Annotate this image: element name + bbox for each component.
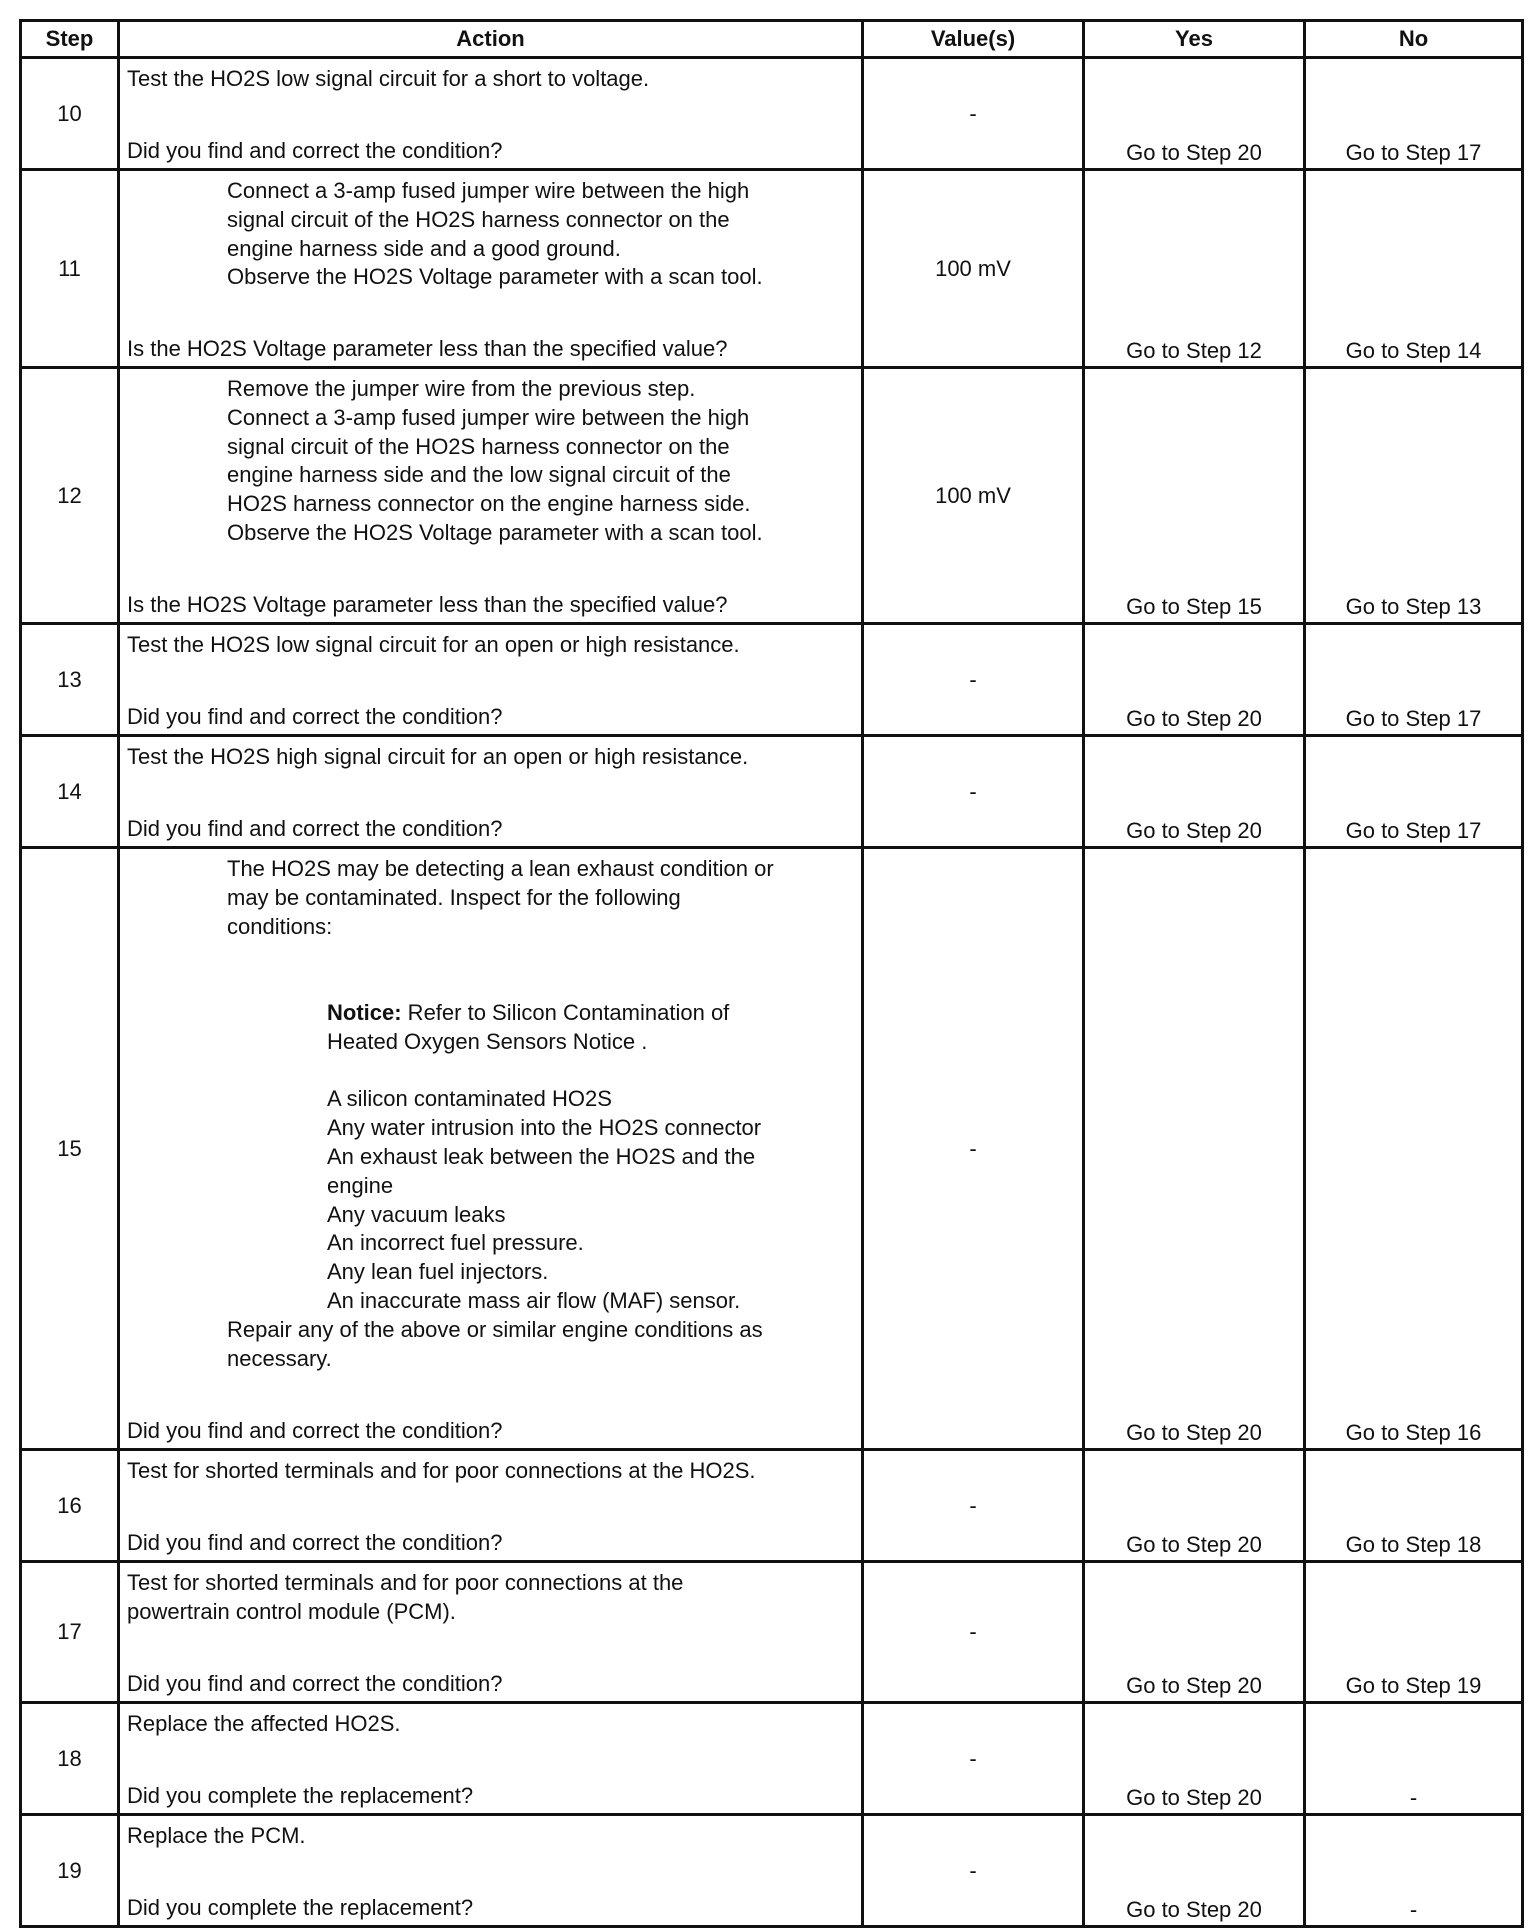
step-number: 19 xyxy=(21,1815,119,1927)
action-line: engine harness side and the low signal circuit of the xyxy=(227,462,731,488)
action-cell xyxy=(119,170,863,368)
notice-text: Heated Oxygen Sensors Notice . xyxy=(327,1028,648,1054)
notice-line xyxy=(127,999,855,1028)
value-cell: - xyxy=(863,1562,1084,1703)
value-cell: - xyxy=(863,1815,1084,1927)
condition-item: An incorrect fuel pressure. xyxy=(327,1230,584,1256)
action-line: signal circuit of the HO2S harness connector on the xyxy=(227,206,730,232)
yes-cell: Go to Step 15 xyxy=(1084,368,1305,624)
step-number: 16 xyxy=(21,1450,119,1562)
table-row-step-11 xyxy=(21,170,1523,368)
step-number: 10 xyxy=(21,58,119,170)
yes-cell: Go to Step 12 xyxy=(1084,170,1305,368)
yes-cell: Go to Step 20 xyxy=(1084,736,1305,848)
action-cell xyxy=(119,1450,863,1562)
value-cell: - xyxy=(863,624,1084,736)
no-cell: Go to Step 17 xyxy=(1305,736,1523,848)
yes-cell: Go to Step 20 xyxy=(1084,848,1305,1450)
action-line: Remove the jumper wire from the previous step. xyxy=(227,376,696,401)
value-cell: - xyxy=(863,1450,1084,1562)
diagnostic-table xyxy=(19,19,1524,1928)
header-yes: Yes xyxy=(1084,21,1305,58)
step-number: 11 xyxy=(21,170,119,368)
condition-item: An inaccurate mass air flow (MAF) sensor. xyxy=(327,1287,741,1313)
action-line: conditions: xyxy=(227,913,333,939)
action-question: Is the HO2S Voltage parameter less than the specified value? xyxy=(127,336,728,362)
condition-item: Any vacuum leaks xyxy=(327,1201,506,1227)
header-action: Action xyxy=(119,21,863,58)
action-intro: Test for shorted terminals and for poor connections at the HO2S. xyxy=(127,1458,756,1483)
action-question: Did you complete the replacement? xyxy=(127,1783,474,1809)
action-question: Did you find and correct the condition? xyxy=(127,1530,503,1556)
step-number: 17 xyxy=(21,1562,119,1703)
table-row-step-16 xyxy=(21,1450,1523,1562)
action-intro: Replace the PCM. xyxy=(127,1823,306,1848)
action-line: Connect a 3-amp fused jumper wire between the high xyxy=(227,404,750,430)
action-question: Did you find and correct the condition? xyxy=(127,138,503,164)
no-cell: Go to Step 18 xyxy=(1305,1450,1523,1562)
action-line: Connect a 3-amp fused jumper wire between the high xyxy=(227,178,750,203)
table-row-step-14 xyxy=(21,736,1523,848)
yes-cell: Go to Step 20 xyxy=(1084,1562,1305,1703)
condition-item: Any lean fuel injectors. xyxy=(327,1259,549,1285)
value-cell: 100 mV xyxy=(863,170,1084,368)
yes-cell: Go to Step 20 xyxy=(1084,58,1305,170)
action-cell xyxy=(119,1703,863,1815)
header-values: Value(s) xyxy=(863,21,1084,58)
header-row xyxy=(21,21,1523,58)
action-line: may be contaminated. Inspect for the following xyxy=(227,884,681,910)
action-line: The HO2S may be detecting a lean exhaust condition or xyxy=(227,856,774,881)
repair-line: necessary. xyxy=(227,1345,332,1371)
action-intro: Test for shorted terminals and for poor connections at the xyxy=(127,1570,684,1595)
action-intro: Replace the affected HO2S. xyxy=(127,1711,401,1736)
condition-item: An exhaust leak between the HO2S and the xyxy=(327,1143,756,1169)
condition-item: Any water intrusion into the HO2S connector xyxy=(327,1115,762,1141)
table-row-step-17 xyxy=(21,1562,1523,1703)
condition-item: A silicon contaminated HO2S xyxy=(327,1086,612,1112)
value-cell: - xyxy=(863,736,1084,848)
table-row-step-12 xyxy=(21,368,1523,624)
action-intro: Test the HO2S low signal circuit for an open or high resistance. xyxy=(127,632,740,657)
table-row-step-18 xyxy=(21,1703,1523,1815)
no-cell: Go to Step 17 xyxy=(1305,58,1523,170)
table-row-step-13 xyxy=(21,624,1523,736)
action-question: Did you complete the replacement? xyxy=(127,1895,474,1921)
condition-item: engine xyxy=(327,1172,394,1198)
action-cell xyxy=(119,368,863,624)
notice-text: Refer to Silicon Contamination of xyxy=(401,999,730,1025)
action-question: Did you find and correct the condition? xyxy=(127,816,503,842)
action-line: Observe the HO2S Voltage parameter with a scan tool. xyxy=(227,264,763,290)
action-question: Did you find and correct the condition? xyxy=(127,1671,503,1697)
table-row-step-15 xyxy=(21,848,1523,1450)
no-cell: - xyxy=(1305,1815,1523,1927)
no-cell: - xyxy=(1305,1703,1523,1815)
step-number: 15 xyxy=(21,848,119,1450)
action-line: HO2S harness connector on the engine harness side. xyxy=(227,491,751,517)
table-row-step-19 xyxy=(21,1815,1523,1927)
action-line: Observe the HO2S Voltage parameter with a scan tool. xyxy=(227,519,763,545)
yes-cell: Go to Step 20 xyxy=(1084,1815,1305,1927)
action-question: Did you find and correct the condition? xyxy=(127,704,503,730)
action-cell xyxy=(119,58,863,170)
value-cell: - xyxy=(863,1703,1084,1815)
yes-cell: Go to Step 20 xyxy=(1084,624,1305,736)
action-intro: Test the HO2S high signal circuit for an open or high resistance. xyxy=(127,744,749,769)
no-cell: Go to Step 19 xyxy=(1305,1562,1523,1703)
action-intro: Test the HO2S low signal circuit for a short to voltage. xyxy=(127,66,650,91)
step-number: 12 xyxy=(21,368,119,624)
table-row-step-10 xyxy=(21,58,1523,170)
value-cell: - xyxy=(863,848,1084,1450)
action-question: Did you find and correct the condition? xyxy=(127,1418,503,1444)
value-cell: - xyxy=(863,58,1084,170)
yes-cell: Go to Step 20 xyxy=(1084,1450,1305,1562)
action-line: signal circuit of the HO2S harness connector on the xyxy=(227,433,730,459)
value-cell: 100 mV xyxy=(863,368,1084,624)
action-line: engine harness side and a good ground. xyxy=(227,235,621,261)
repair-line: Repair any of the above or similar engine conditions as xyxy=(227,1316,763,1342)
action-cell xyxy=(119,848,863,1450)
yes-cell: Go to Step 20 xyxy=(1084,1703,1305,1815)
action-cell xyxy=(119,736,863,848)
no-cell: Go to Step 14 xyxy=(1305,170,1523,368)
action-question: Is the HO2S Voltage parameter less than the specified value? xyxy=(127,592,728,618)
step-number: 14 xyxy=(21,736,119,848)
action-cell xyxy=(119,624,863,736)
header-no: No xyxy=(1305,21,1523,58)
action-cell xyxy=(119,1562,863,1703)
no-cell: Go to Step 13 xyxy=(1305,368,1523,624)
no-cell: Go to Step 16 xyxy=(1305,848,1523,1450)
step-number: 18 xyxy=(21,1703,119,1815)
no-cell: Go to Step 17 xyxy=(1305,624,1523,736)
notice-label: Notice: xyxy=(327,999,402,1025)
action-intro: powertrain control module (PCM). xyxy=(127,1598,456,1624)
action-cell xyxy=(119,1815,863,1927)
header-step: Step xyxy=(21,21,119,58)
step-number: 13 xyxy=(21,624,119,736)
